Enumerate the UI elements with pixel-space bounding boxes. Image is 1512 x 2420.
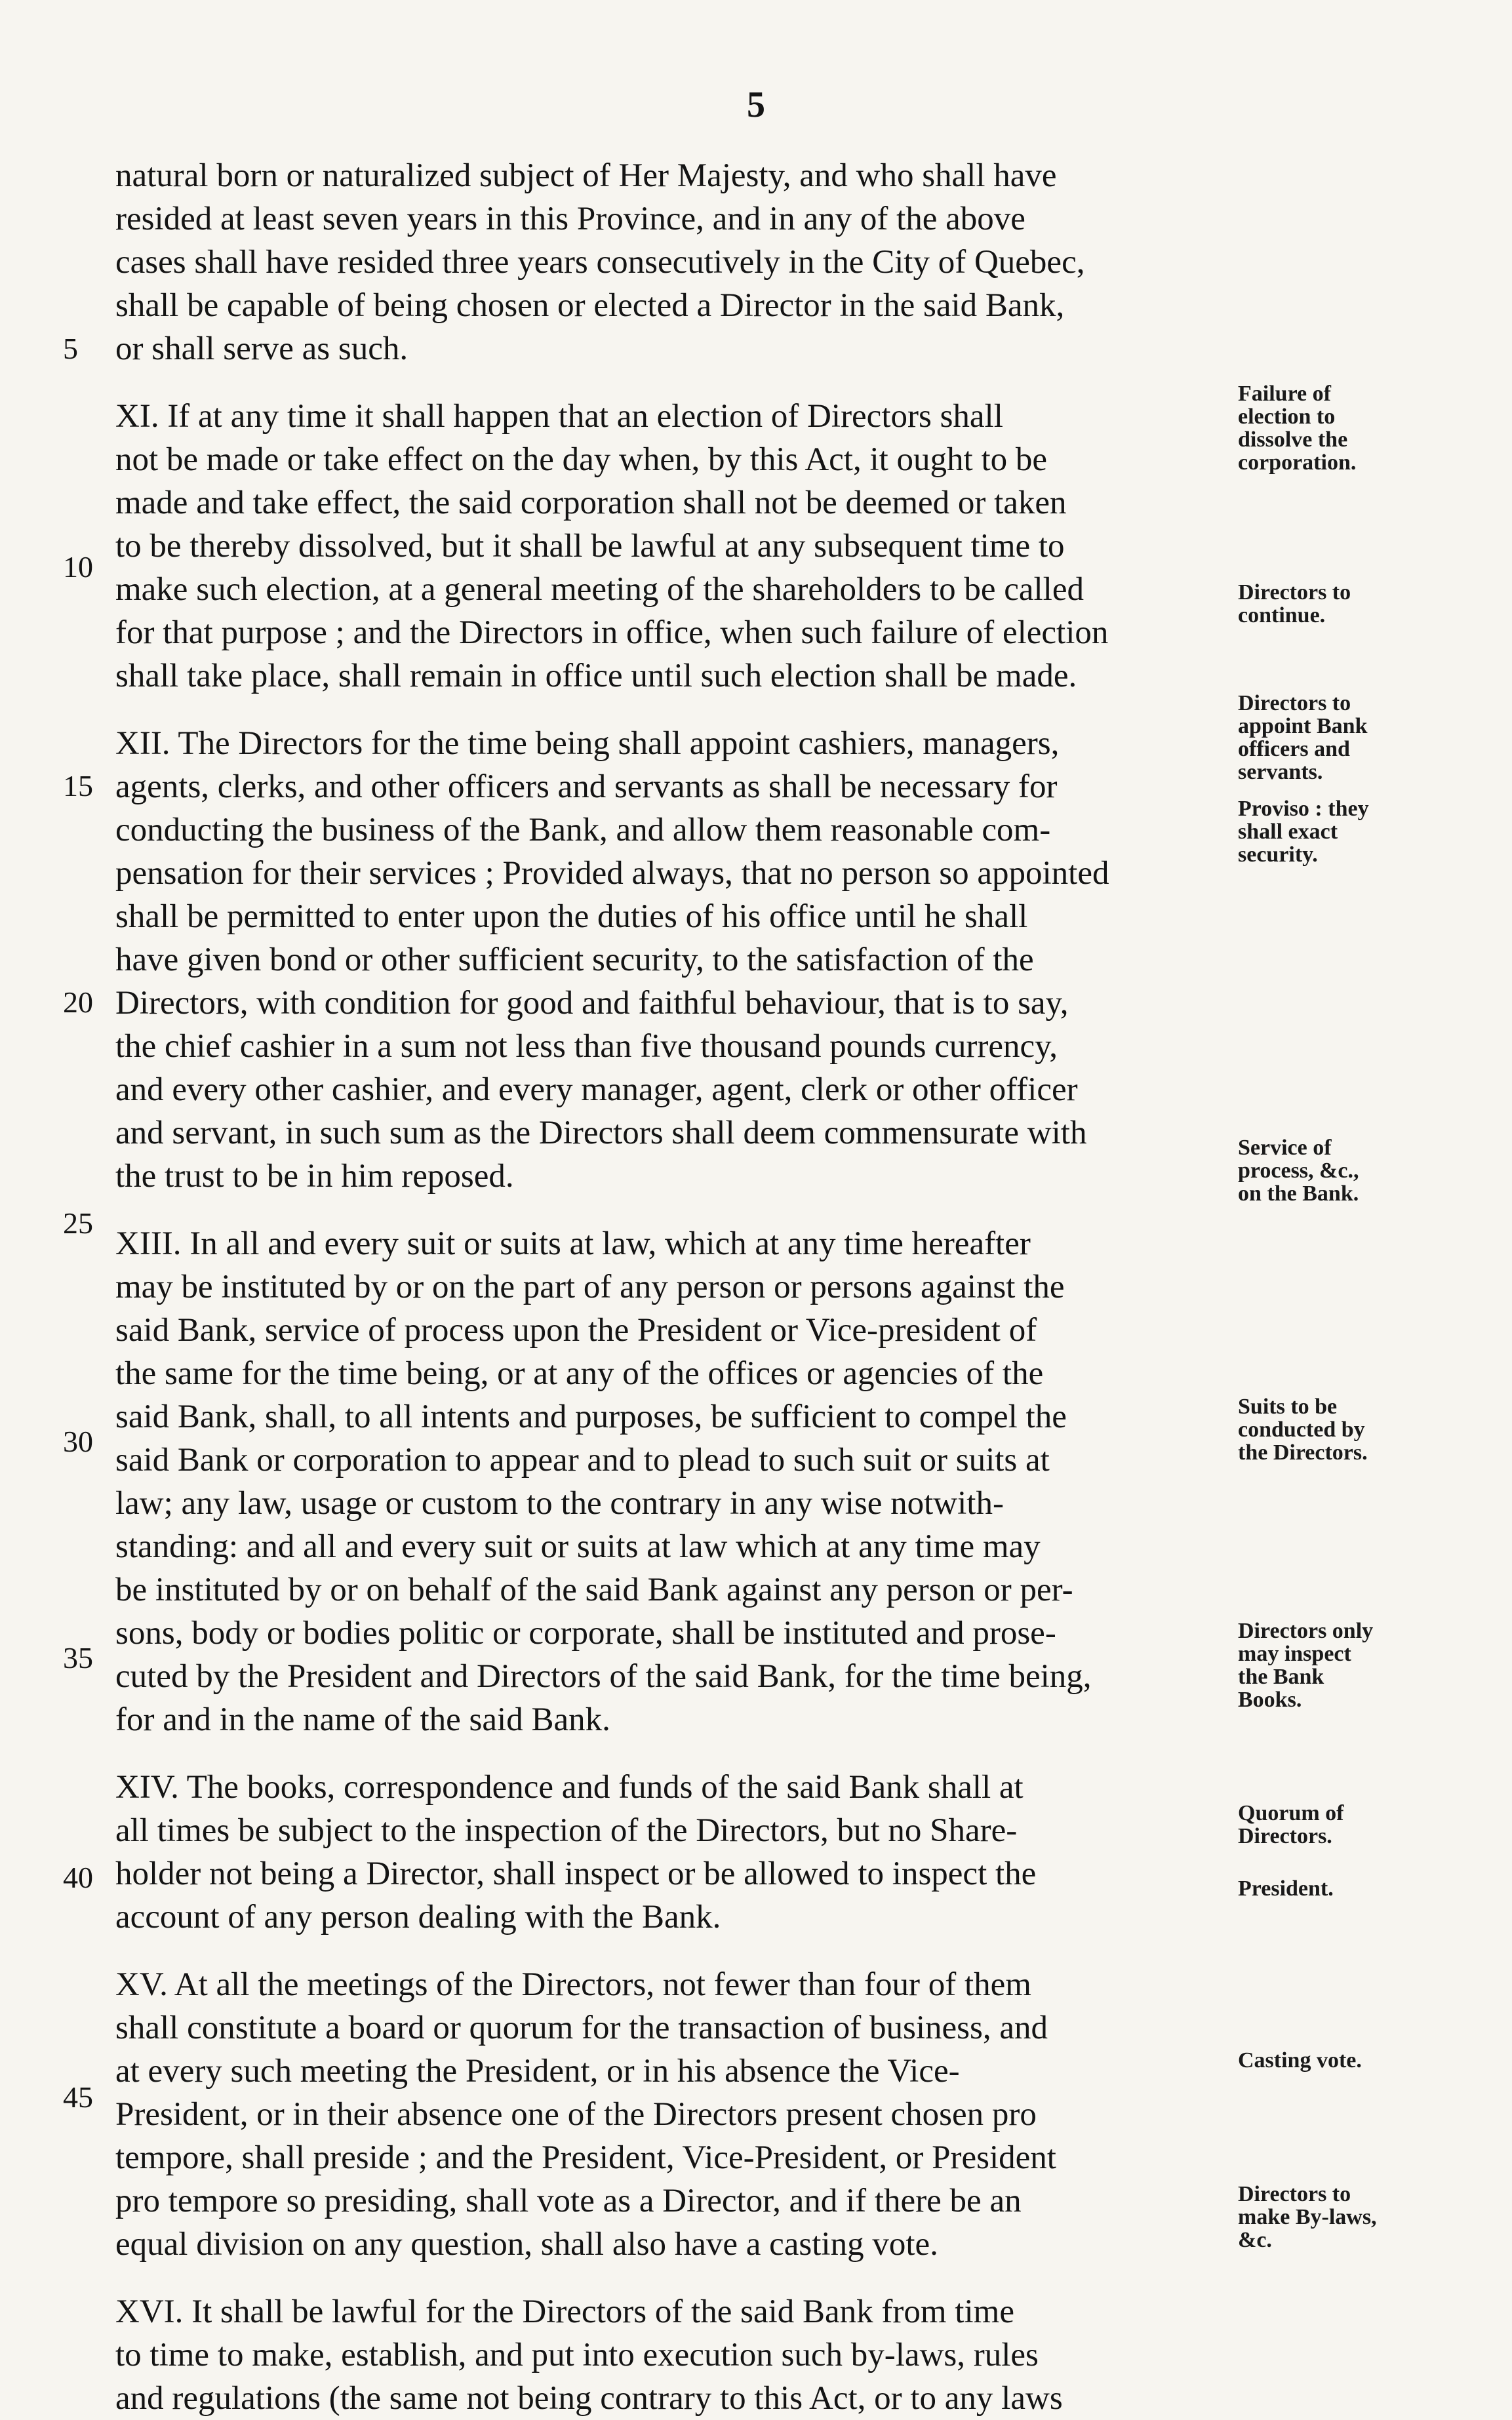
margin-note-line: may inspect [1238, 1642, 1351, 1666]
text-line: make such election, at a general meeting of the shareholders to be called [115, 571, 1084, 608]
section-xii [115, 722, 1228, 1198]
margin-note-line: Directors only [1238, 1619, 1374, 1643]
margin-note-line: Books. [1238, 1688, 1302, 1712]
line-number: 35 [63, 1641, 93, 1675]
text-line: sons, body or bodies politic or corporate, shall be instituted and prose- [115, 1615, 1056, 1652]
line-number: 20 [63, 985, 93, 1019]
text-line: resided at least seven years in this Province, and in any of the above [115, 201, 1025, 237]
line-number: 45 [63, 2080, 93, 2114]
text-line: tempore, shall preside ; and the President, Vice-President, or President [115, 2139, 1056, 2176]
text-line: shall be permitted to enter upon the duties of his office until he shall [115, 898, 1028, 935]
text-line: the chief cashier in a sum not less than five thousand pounds currency, [115, 1028, 1058, 1065]
margin-note-line: the Bank [1238, 1665, 1324, 1689]
text-line: at every such meeting the President, or in his absence the Vice- [115, 2053, 960, 2090]
line-number: 5 [63, 332, 78, 365]
text-line: cases shall have resided three years consecutively in the City of Quebec, [115, 244, 1085, 281]
margin-note-line: security. [1238, 843, 1318, 867]
page-number: 5 [747, 85, 765, 125]
margin-note-line: on the Bank. [1238, 1181, 1359, 1206]
margin-note-line: officers and [1238, 737, 1350, 761]
text-line: shall take place, shall remain in office until such election shall be made. [115, 658, 1077, 694]
margin-note-line: Proviso : they [1238, 797, 1369, 821]
text-line: made and take effect, the said corporation shall not be deemed or taken [115, 485, 1067, 521]
text-line: XIV. The books, correspondence and funds of the said Bank shall at [115, 1769, 1024, 1806]
text-line: pensation for their services ; Provided always, that no person so appointed [115, 855, 1109, 892]
text-line: said Bank or corporation to appear and to plead to such suit or suits at [115, 1442, 1050, 1478]
margin-note-line: make By-laws, [1238, 2205, 1377, 2229]
margin-note-quorum [1238, 1802, 1448, 1848]
section-xi [115, 395, 1228, 698]
text-line: standing: and all and every suit or suits at law which at any time may [115, 1528, 1041, 1565]
margin-note-appoint-officers [1238, 692, 1448, 784]
margin-note-line: Casting vote. [1238, 2048, 1362, 2073]
margin-note-line: &c. [1238, 2228, 1272, 2252]
margin-note-line: election to [1238, 405, 1336, 429]
text-line: the trust to be in him reposed. [115, 1158, 514, 1195]
margin-note-line: continue. [1238, 603, 1326, 627]
text-line: for and in the name of the said Bank. [115, 1701, 610, 1738]
section-xvi [115, 2290, 1228, 2420]
margin-note-line: servants. [1238, 760, 1323, 784]
margin-note-line: shall exact [1238, 820, 1338, 844]
text-line: to be thereby dissolved, but it shall be lawful at any subsequent time to [115, 528, 1065, 565]
margin-note-line: Failure of [1238, 382, 1331, 406]
body-text [115, 154, 1228, 2420]
text-line: and regulations (the same not being contrary to this Act, or to any laws [115, 2380, 1063, 2417]
section-xv [115, 1963, 1228, 2266]
text-line: natural born or naturalized subject of Her Majesty, and who shall have [115, 157, 1057, 194]
text-line: said Bank, shall, to all intents and purposes, be sufficient to compel the [115, 1398, 1067, 1435]
text-line: XI. If at any time it shall happen that an election of Directors shall [115, 398, 1003, 435]
text-line: XII. The Directors for the time being shall appoint cashiers, managers, [115, 725, 1060, 762]
line-number: 40 [63, 1861, 93, 1894]
text-line: not be made or take effect on the day when, by this Act, it ought to be [115, 441, 1048, 478]
text-line: cuted by the President and Directors of the said Bank, for the time being, [115, 1658, 1092, 1695]
text-line: may be instituted by or on the part of any person or persons against the [115, 1269, 1065, 1305]
margin-note-line: Directors to [1238, 691, 1351, 715]
margin-note-suits-conducted [1238, 1395, 1448, 1464]
margin-note-casting-vote [1238, 2049, 1448, 2072]
text-line: for that purpose ; and the Directors in office, when such failure of election [115, 614, 1109, 651]
text-line: shall constitute a board or quorum for the transaction of business, and [115, 2010, 1048, 2046]
margin-note-line: Service of [1238, 1136, 1332, 1160]
margin-note-line: Directors to [1238, 580, 1351, 605]
text-line: XVI. It shall be lawful for the Directors of the said Bank from time [115, 2293, 1014, 2330]
margin-note-line: corporation. [1238, 450, 1357, 475]
text-line: Directors, with condition for good and faithful behaviour, that is to say, [115, 985, 1069, 1022]
line-number: 25 [63, 1206, 93, 1240]
margin-note-line: Suits to be [1238, 1395, 1338, 1419]
text-line: XIII. In all and every suit or suits at law, which at any time hereafter [115, 1225, 1031, 1262]
text-line: said Bank, service of process upon the President or Vice-president of [115, 1312, 1037, 1349]
text-line: or shall serve as such. [115, 330, 408, 367]
margin-note-proviso-security [1238, 797, 1448, 866]
text-line: and servant, in such sum as the Directors shall deem commensurate with [115, 1115, 1087, 1151]
text-line: have given bond or other sufficient security, to the satisfaction of the [115, 942, 1034, 978]
margin-note-president [1238, 1877, 1448, 1900]
margin-note-line: Directors. [1238, 1824, 1332, 1848]
margin-note-inspect-books [1238, 1619, 1448, 1711]
margin-note-line: Quorum of [1238, 1801, 1344, 1825]
margin-note-by-laws [1238, 2183, 1448, 2251]
text-line: agents, clerks, and other officers and servants as shall be necessary for [115, 768, 1058, 805]
section-xiii [115, 1222, 1228, 1741]
text-line: law; any law, usage or custom to the contrary in any wise notwith- [115, 1485, 1004, 1522]
text-line: pro tempore so presiding, shall vote as a Director, and if there be an [115, 2183, 1022, 2219]
line-number: 15 [63, 769, 93, 803]
line-number: 30 [63, 1425, 93, 1458]
margin-note-line: Directors to [1238, 2182, 1351, 2206]
text-line: account of any person dealing with the Bank. [115, 1899, 721, 1935]
text-line: conducting the business of the Bank, and allow them reasonable com- [115, 812, 1051, 848]
margin-note-directors-continue [1238, 581, 1448, 627]
section-xiv [115, 1766, 1228, 1939]
text-line: XV. At all the meetings of the Directors, not fewer than four of them [115, 1966, 1031, 2003]
text-line: and every other cashier, and every manager, agent, clerk or other officer [115, 1071, 1078, 1108]
margin-note-line: process, &c., [1238, 1159, 1359, 1183]
text-line: the same for the time being, or at any of the offices or agencies of the [115, 1355, 1044, 1392]
line-number: 10 [63, 550, 93, 584]
margin-note-line: the Directors. [1238, 1440, 1368, 1465]
margin-note-line: dissolve the [1238, 427, 1348, 452]
text-line: equal division on any question, shall also have a casting vote. [115, 2226, 938, 2263]
margin-note-line: President. [1238, 1876, 1334, 1901]
text-line: shall be capable of being chosen or elected a Director in the said Bank, [115, 287, 1065, 324]
margin-note-line: conducted by [1238, 1418, 1365, 1442]
text-line: be instituted by or on behalf of the said Bank against any person or per- [115, 1572, 1073, 1608]
text-line: holder not being a Director, shall inspect or be allowed to inspect the [115, 1855, 1037, 1892]
text-line: all times be subject to the inspection of the Directors, but no Share- [115, 1812, 1018, 1849]
margin-note-failure-of-election [1238, 382, 1448, 474]
margin-note-line: appoint Bank [1238, 714, 1368, 738]
text-line: President, or in their absence one of the Directors present chosen pro [115, 2096, 1037, 2133]
text-line: to time to make, establish, and put into execution such by-laws, rules [115, 2337, 1039, 2373]
margin-note-service-of-process [1238, 1136, 1448, 1205]
paragraph-continuation [115, 154, 1228, 370]
